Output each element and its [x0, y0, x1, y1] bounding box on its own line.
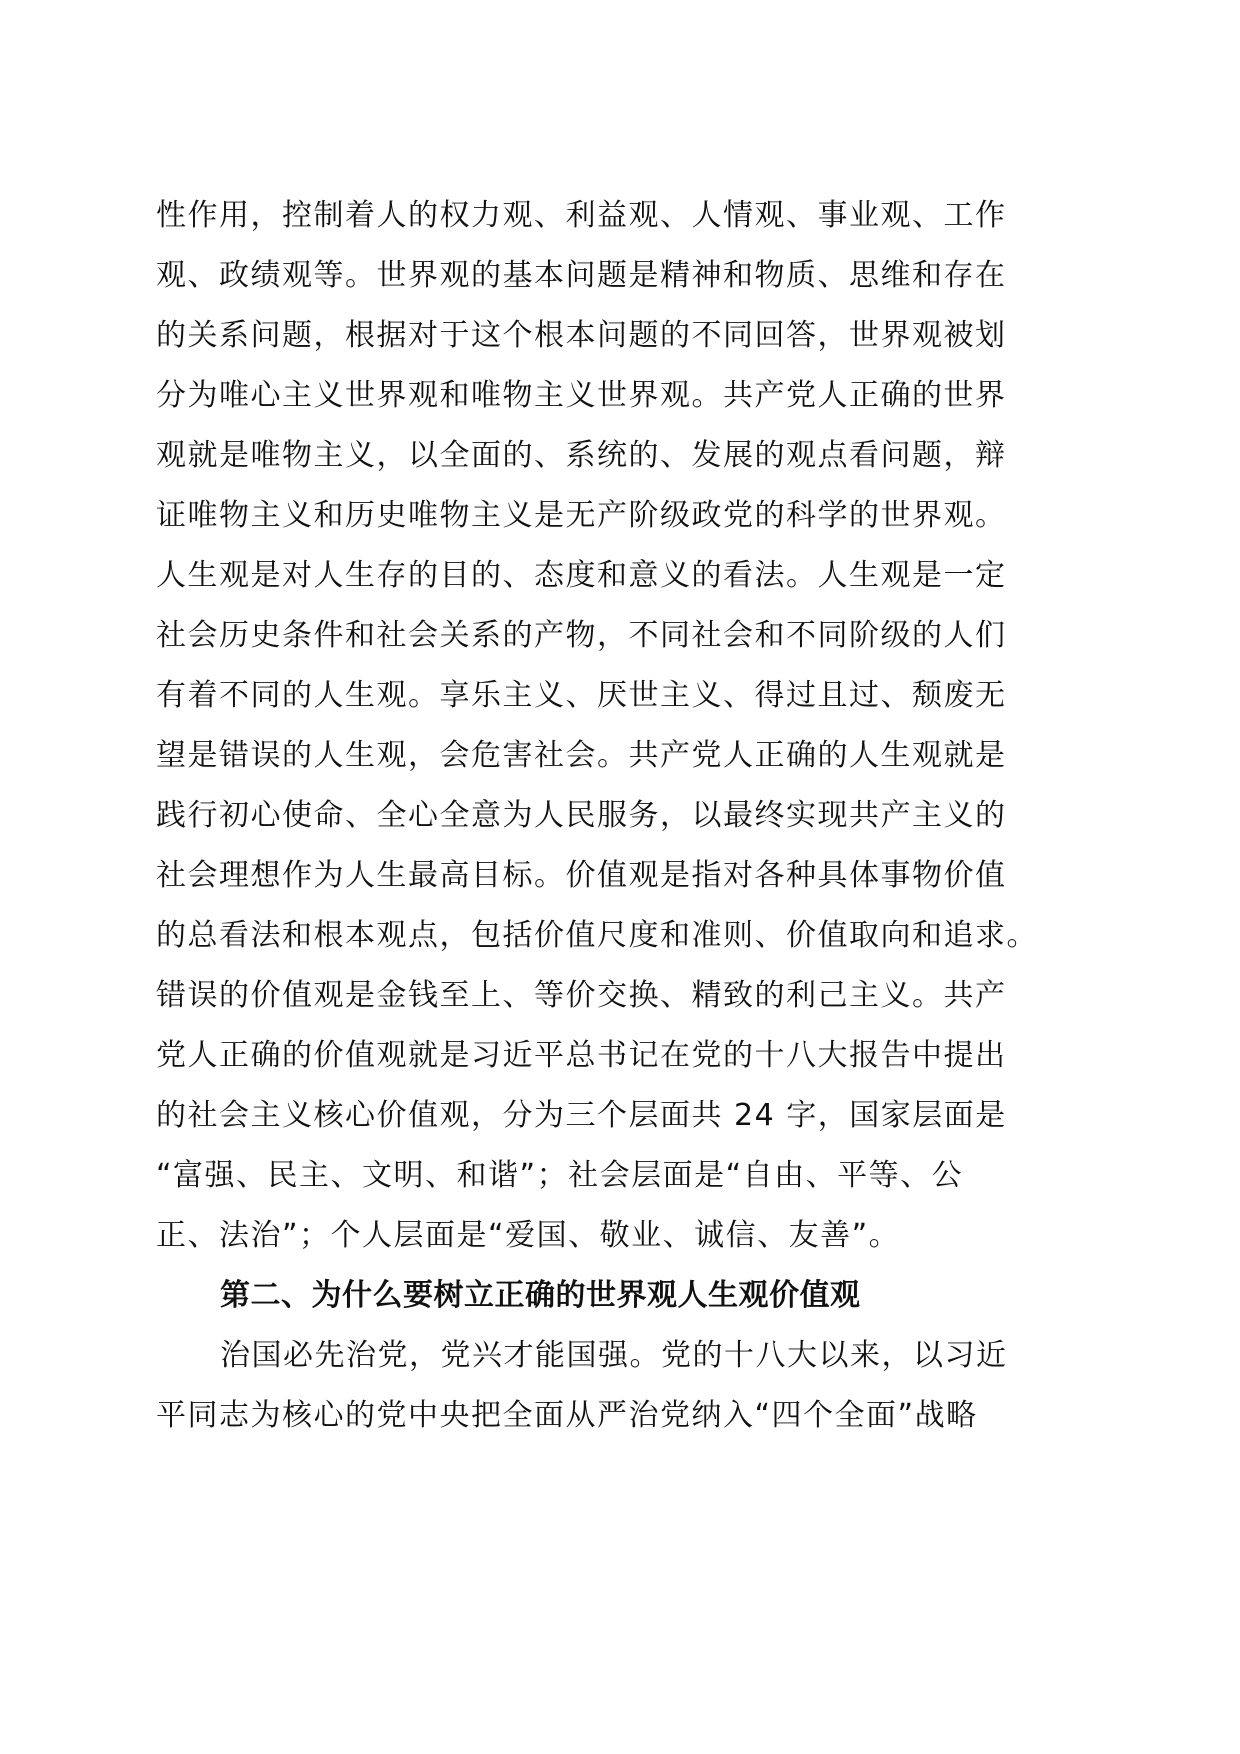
- text-line: 观、政绩观等。世界观的基本问题是精神和物质、思维和存在: [156, 258, 1007, 293]
- text-line: 的总看法和根本观点，包括价值尺度和准则、价值取向和追求。: [156, 918, 1038, 953]
- text-line: 观就是唯物主义，以全面的、系统的、发展的观点看问题，辩: [156, 438, 1007, 473]
- text-line: 治国必先治党，党兴才能国强。党的十八大以来，以习近: [220, 1338, 1008, 1373]
- text-line: 性作用，控制着人的权力观、利益观、人情观、事业观、工作: [156, 198, 1007, 233]
- text-line: 党人正确的价值观就是习近平总书记在党的十八大报告中提出: [156, 1038, 1007, 1073]
- text-line: 平同志为核心的党中央把全面从严治党纳入“四个全面”战略: [156, 1398, 978, 1433]
- text-line: 正、法治”；个人层面是“爱国、敬业、诚信、友善”。: [156, 1218, 901, 1253]
- text-line: 望是错误的人生观，会危害社会。共产党人正确的人生观就是: [156, 738, 1007, 773]
- text-line: 错误的价值观是金钱至上、等价交换、精致的利己主义。共产: [156, 978, 1007, 1013]
- text-line: 人生观是对人生存的目的、态度和意义的看法。人生观是一定: [156, 558, 1007, 593]
- text-line: 的社会主义核心价值观，分为三个层面共 24 字，国家层面是: [156, 1098, 1007, 1133]
- text-line: 社会理想作为人生最高目标。价值观是指对各种具体事物价值: [156, 858, 1007, 893]
- text-line: 分为唯心主义世界观和唯物主义世界观。共产党人正确的世界: [156, 378, 1007, 413]
- text-line: “富强、民主、文明、和谐”；社会层面是“自由、平等、公: [156, 1158, 964, 1193]
- text-line: 有着不同的人生观。享乐主义、厌世主义、得过且过、颓废无: [156, 678, 1007, 713]
- text-line: 社会历史条件和社会关系的产物，不同社会和不同阶级的人们: [156, 618, 1007, 653]
- text-line: 证唯物主义和历史唯物主义是无产阶级政党的科学的世界观。: [156, 498, 1007, 533]
- body-text: [156, 186, 1056, 1446]
- text-line: 的关系问题，根据对于这个根本问题的不同回答，世界观被划: [156, 318, 1007, 353]
- section-heading: 第二、为什么要树立正确的世界观人生观价值观: [220, 1278, 861, 1313]
- text-line: 践行初心使命、全心全意为人民服务，以最终实现共产主义的: [156, 798, 1007, 833]
